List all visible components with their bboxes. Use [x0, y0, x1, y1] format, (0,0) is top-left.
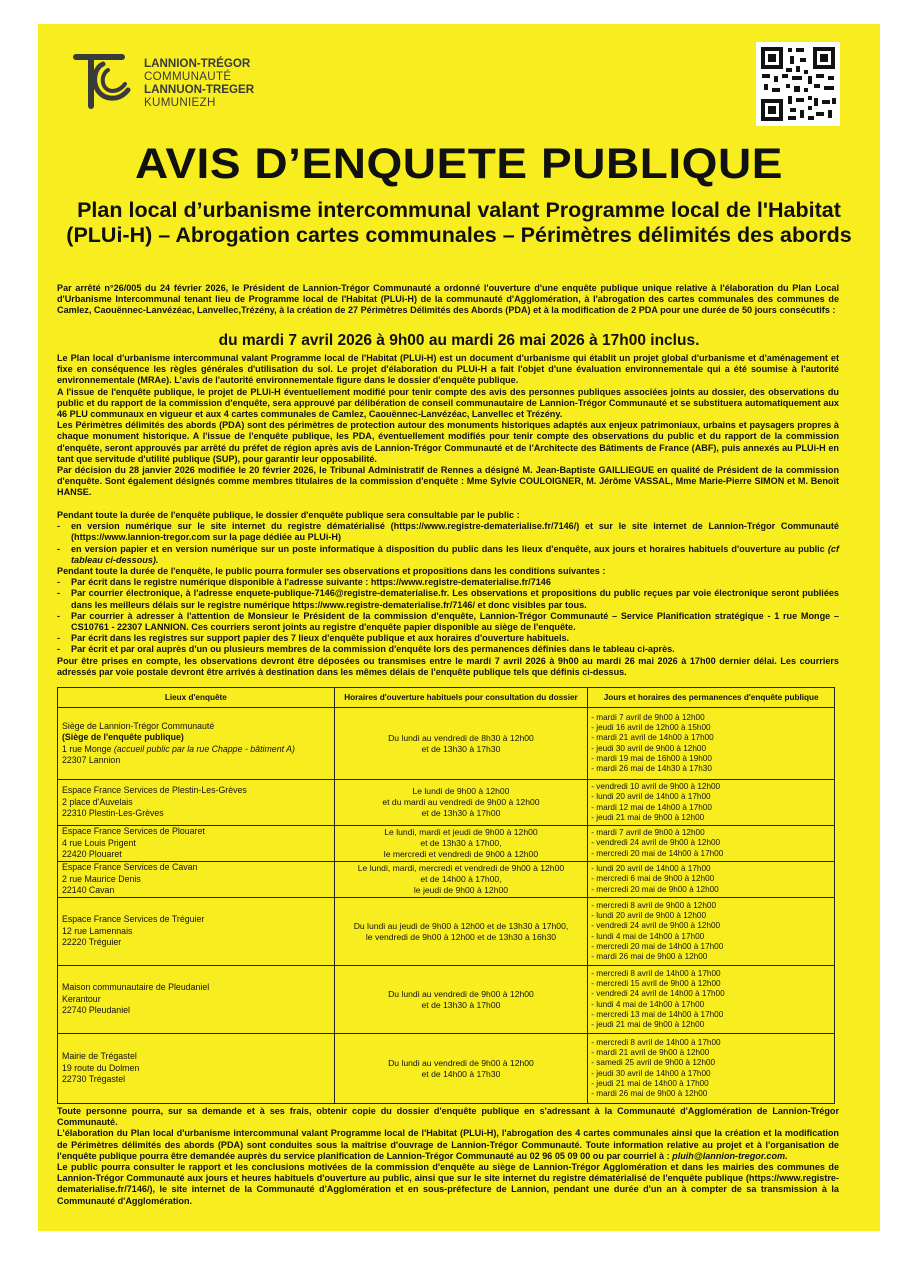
- observation-item: - Par écrit et par oral auprès d'un ou plusieurs membres de la commission d'enquête lors des permanences définies dans le tableau ci-après.: [57, 644, 839, 655]
- logo-line3: LANNUON-TREGER: [144, 83, 255, 96]
- schedule-table: [57, 687, 835, 1104]
- permanence-line: - mercredi 8 avril de 14h00 à 17h00: [591, 969, 721, 979]
- permanence-line: - jeudi 30 avril de 14h00 à 17h00: [591, 1068, 711, 1078]
- permanences-cell: [588, 862, 835, 898]
- permanence-line: - mardi 26 mai de 9h00 à 12h00: [591, 1088, 708, 1098]
- place-street: Kerantour: [62, 993, 101, 1004]
- place-street: 4 rue Louis Prigent: [62, 837, 136, 848]
- observations-intro: Pendant toute la durée de l'enquête, le public pourra formuler ses observations et propositions dans les conditions suivantes :: [57, 566, 606, 577]
- logo-line2: COMMUNAUTÉ: [144, 70, 232, 83]
- permanence-line: - jeudi 21 mai de 9h00 à 12h00: [591, 1019, 705, 1029]
- hours-cell: [334, 780, 588, 826]
- contact-email[interactable]: pluih@lannion-tregor.com.: [672, 1150, 788, 1161]
- place-city: 22220 Tréguier: [62, 937, 122, 948]
- permanence-line: - jeudi 30 avril de 9h00 à 12h00: [591, 743, 707, 753]
- permanence-line: - mercredi 8 avril de 9h00 à 12h00: [591, 901, 717, 911]
- header-hours: Horaires d'ouverture habituels pour consultation du dossier: [334, 688, 588, 708]
- permanence-line: - jeudi 21 mai de 14h00 à 17h00: [591, 1078, 709, 1088]
- place-name: Espace France Services de Plouaret: [62, 826, 205, 837]
- observation-item: - Par écrit dans les registres sur support papier des 7 lieux d'enquête publique et aux horaires d'ouverture habituels.: [57, 633, 839, 644]
- hours-cell: [334, 708, 588, 780]
- hours-line: Le lundi de 9h00 à 12h00: [412, 786, 510, 796]
- observations-closing: Pour être prises en compte, les observations devront être déposées ou transmises entre le mardi 7 avril 2026 à 9h00 au mardi 26 mai 2026 à 17h00 dernier délai. Les courriers adressés par voie postale devront être arrivés à destination dans les mêmes délais de l'enquête publique tels que définis ci-dessus.: [57, 655, 839, 677]
- place-address: [62, 744, 334, 755]
- header-permanences: Jours et horaires des permanences d'enquête publique: [588, 688, 835, 708]
- permanence-line: - vendredi 24 avril de 9h00 à 12h00: [591, 921, 721, 931]
- permanence-line: - vendredi 10 avril de 9h00 à 12h00: [591, 782, 721, 792]
- qr-code-icon[interactable]: [756, 42, 840, 126]
- observation-item: - Par écrit dans le registre numérique disponible à l'adresse suivante : https://www.registre-dematerialise.fr/7146: [57, 577, 839, 588]
- hours-cell: [334, 1034, 588, 1104]
- permanences-cell: [588, 966, 835, 1034]
- place-city: 22140 Cavan: [62, 885, 115, 896]
- place-access-note: (accueil public par la rue Chappe - bâtiment A): [113, 743, 295, 754]
- consultation-item: - en version numérique sur le site internet du registre dématérialisé (https://www.registre-dematerialise.fr/7146/) et sur le site internet de Lannion-Trégor Communauté (https://www.lannion-tregor.com sur la page dédiée au PLUi-H): [57, 521, 839, 543]
- permanence-line: - mardi 21 avril de 14h00 à 17h00: [591, 733, 714, 743]
- permanence-line: - lundi 20 avril de 9h00 à 12h00: [591, 911, 707, 921]
- permanence-line: - lundi 4 mai de 14h00 à 17h00: [591, 931, 705, 941]
- report-paragraph: Le public pourra consulter le rapport et les conclusions motivées de la commission d'enquête au siège de Lannion-Trégor Agglomération et dans les mairies des communes de Lannion-Trégor Communauté aux jours et heures habituels d'ouverture au public, ainsi que sur le site internet du registre dématérialisé de l'enquête publique (https://www.registre-dematerialise.fr/7146/), le site internet de la Communauté d'Agglomération et en sous-préfecture de Lannion, pendant une durée d'un an à compter de sa transmission à la Communauté d'Agglomération.: [57, 1162, 839, 1206]
- place-street: 12 rue Lamennais: [62, 925, 133, 936]
- page-subtitle: Plan local d’urbanisme intercommunal valant Programme local de l'Habitat (PLUi-H) – Abrogation cartes communales – Périmètres délimités des abords: [66, 198, 852, 247]
- consultation-item: [57, 544, 839, 566]
- table-row: [58, 826, 835, 862]
- permanence-line: - mercredi 20 mai de 14h00 à 17h00: [591, 941, 724, 951]
- hours-cell: [334, 826, 588, 862]
- place-street: 19 route du Dolmen: [62, 1062, 140, 1073]
- consultation-intro: Pendant toute la durée de l'enquête publique, le dossier d'enquête publique sera consultable par le public :: [57, 510, 520, 520]
- consultation-item-text: en version papier et en version numérique sur un poste informatique à disposition du public dans les lieux d'enquête, aux jours et horaires habituels d'ouverture au public: [71, 543, 828, 554]
- place-name: Espace France Services de Cavan: [62, 862, 198, 873]
- hours-line: et de 14h00 à 17h00,: [420, 874, 502, 884]
- table-row: [58, 1034, 835, 1104]
- permanence-line: - mardi 21 avril de 9h00 à 12h00: [591, 1048, 710, 1058]
- place-name: Maison communautaire de Pleudaniel: [62, 982, 210, 993]
- place-city: 22420 Plouaret: [62, 849, 122, 860]
- permanences-cell: [588, 708, 835, 780]
- hours-line: et de 13h30 à 17h30: [421, 743, 501, 754]
- hours-line: et de 13h30 à 17h00,: [420, 838, 502, 848]
- logo: [70, 48, 290, 112]
- permanences-cell: [588, 826, 835, 862]
- consultation-list: [57, 521, 839, 566]
- hours-line: Le lundi, mardi et jeudi de 9h00 à 12h00: [384, 827, 538, 837]
- participation-block: [57, 510, 839, 678]
- observation-item: - Par courrier électronique, à l'adresse enquete-publique-7146@registre-dematerialise.fr. Les observations et propositions du public reçues par voie électronique seront publiées dans les meilleurs délais sur le registre numérique https://www.registre-dematerialise.fr/7146/ et donc visibles par tous.: [57, 588, 839, 610]
- responsible-text: L'élaboration du Plan local d'urbanisme intercommunal valant Programme local de l'Habitat (PLUi-H), l'abrogation des 4 cartes communales ainsi que la création et la modification de Périmètres délimités des abords (PDA) sont conduites sous la maîtrise d'ouvrage de Lannion-Trégor Communauté. Toute information relative au projet et à l'organisation de l'enquête publique pourra être demandée auprès du service planification de Lannion-Trégor Communauté au 02 96 05 09 00 ou par courriel à :: [57, 1128, 839, 1161]
- permanence-line: - mardi 7 avril de 9h00 à 12h00: [591, 713, 705, 723]
- permanence-line: - samedi 25 avril de 9h00 à 12h00: [591, 1058, 716, 1068]
- hours-line: le jeudi de 9h00 à 12h00: [413, 885, 509, 895]
- observations-list: [57, 577, 839, 655]
- hours-line: Du lundi au jeudi de 9h00 à 12h00 et de 13h30 à 17h00,: [353, 920, 569, 931]
- page-title: AVIS D’ENQUETE PUBLIQUE: [134, 140, 783, 188]
- consultation-item-note: (cf tableau ci-dessous).: [71, 543, 839, 565]
- pda-paragraph: Les Périmètres délimités des abords (PDA) sont des périmètres de protection autour des monuments historiques adaptés aux enjeux patrimoniaux, urbains et paysagers propres à chaque monument historique. A l'issue de l'enquête publique, les PDA, éventuellement modifiés pour tenir compte des observations du public et du rapport de la commission d'enquête, seront approuvés par arrêté du préfet de région après avis de Lannion-Trégor Communauté et de l'Architecte des Bâtiments de France (ABF), puis annexés au PLUi-H en tant que servitude d'utilité publique (SUP), pour garantir leur opposabilité.: [57, 420, 839, 464]
- permanence-line: - mardi 26 mai de 14h30 à 17h30: [591, 763, 712, 773]
- table-row: [58, 862, 835, 898]
- place-city: 22307 Lannion: [62, 754, 121, 765]
- permanences-cell: [588, 1034, 835, 1104]
- place-note: (Siège de l'enquête publique): [62, 732, 184, 743]
- footer-block: [57, 1106, 839, 1207]
- place-cell: [58, 862, 335, 898]
- permanence-line: - mardi 12 mai de 14h00 à 17h00: [591, 802, 712, 812]
- place-cell: [58, 1034, 335, 1104]
- table-row: [58, 708, 835, 780]
- place-street: 1 rue Monge: [62, 743, 112, 754]
- lannion-tregor-logo-icon: [70, 48, 134, 112]
- permanence-line: - mercredi 6 mai de 9h00 à 12h00: [591, 874, 715, 884]
- logo-line4: KUMUNIEZH: [144, 96, 216, 109]
- table-row: [58, 780, 835, 826]
- permanence-line: - mercredi 20 mai de 14h00 à 17h00: [591, 848, 724, 858]
- logo-line1: LANNION-TRÉGOR: [144, 57, 251, 70]
- place-cell: [58, 780, 335, 826]
- permanence-line: - lundi 4 mai de 14h00 à 17h00: [591, 999, 705, 1009]
- enquiry-dates: du mardi 7 avril 2026 à 9h00 au mardi 26 mai 2026 à 17h00 inclus.: [218, 332, 700, 349]
- place-name: Espace France Services de Plestin-Les-Grèves: [62, 785, 247, 796]
- place-city: 22740 Pleudaniel: [62, 1005, 130, 1016]
- plui-paragraph: Le Plan local d'urbanisme intercommunal valant Programme local de l'Habitat (PLUi-H) est un document d'urbanisme qui établit un projet global d'urbanisme et d'aménagement et fixe en conséquence les règles générales d'utilisation du sol. Le projet d'élaboration du PLUi-H a fait l'objet d'une évaluation environnementale qui a été soumise à l'autorité environnementale (MRAe). L'avis de l'autorité environnementale figure dans le dossier d'enquête publique.: [57, 353, 839, 386]
- hours-line: le mercredi et vendredi de 9h00 à 12h00: [383, 849, 539, 859]
- place-name: Mairie de Trégastel: [62, 1051, 137, 1062]
- hours-line: Du lundi au vendredi de 9h00 à 12h00: [388, 988, 534, 999]
- description-block: [57, 353, 839, 499]
- copy-paragraph: Toute personne pourra, sur sa demande et à ses frais, obtenir copie du dossier d'enquête publique en s'adressant à la Communauté d'Agglomération de Lannion-Trégor Communauté.: [57, 1106, 839, 1128]
- hours-line: Le lundi, mardi, mercredi et vendredi de 9h00 à 12h00: [357, 863, 565, 873]
- place-street: 2 rue Maurice Denis: [62, 873, 141, 884]
- permanences-cell: [588, 780, 835, 826]
- place-city: 22310 Plestin-Les-Grèves: [62, 808, 164, 819]
- place-name: Espace France Services de Tréguier: [62, 914, 205, 925]
- permanence-line: - mercredi 13 mai de 14h00 à 17h00: [591, 1009, 724, 1019]
- hours-line: Du lundi au vendredi de 8h30 à 12h00: [388, 732, 534, 743]
- table-header-row: [58, 688, 835, 708]
- permanence-line: - lundi 20 avril de 14h00 à 17h00: [591, 864, 711, 874]
- permanence-line: - mercredi 8 avril de 14h00 à 17h00: [591, 1038, 721, 1048]
- issue-paragraph: A l'issue de l'enquête publique, le projet de PLUi-H éventuellement modifié pour tenir compte des avis des personnes publiques associées joints au dossier, des observations du public et du rapport de la commission d'enquête, sera approuvé par délibération de conseil communautaire de Lannion-Trégor Communauté et se substituera automatiquement aux 46 PLU communaux en vigueur et aux 4 cartes communales de Camlez, Caouënnec-Lanvézéac, Lanvellec et Trézény.: [57, 386, 839, 420]
- permanence-line: - lundi 20 avril de 14h00 à 17h00: [591, 792, 711, 802]
- permanence-line: - mardi 26 mai de 9h00 à 12h00: [591, 951, 708, 961]
- place-cell: [58, 898, 335, 966]
- hours-line: et de 14h00 à 17h30: [421, 1068, 501, 1079]
- decision-paragraph: Par décision du 28 janvier 2026 modifiée le 20 février 2026, le Tribunal Administratif de Rennes a désigné M. Jean-Baptiste GAILLIEGUE en qualité de Président de la commission d'enquête. Sont également désignés comme membres titulaires de la commission d'enquête : Mme Sylvie COULOIGNER, M. Jérôme VASSAL, Mme Marie-Pierre SIMON et M. Benoît HANSE.: [57, 465, 839, 498]
- permanence-line: - mardi 19 mai de 16h00 à 19h00: [591, 753, 712, 763]
- table-row: [58, 966, 835, 1034]
- hours-line: et du mardi au vendredi de 9h00 à 12h00: [382, 797, 540, 807]
- hours-line: et de 13h30 à 17h00: [421, 808, 501, 818]
- observation-item: - Par courrier à adresser à l'attention de Monsieur le Président de la commission d'enquête, Lannion-Trégor Communauté – Service Planification stratégique - 1 rue Monge – CS10761 - 22307 LANNION. Ces courriers seront joints au registre d'enquête papier disponible au siège de l'enquête.: [57, 611, 839, 633]
- header-places: Lieux d'enquête: [58, 688, 335, 708]
- place-cell: [58, 708, 335, 780]
- hours-line: le vendredi de 9h00 à 12h00 et de 13h30 à 16h30: [365, 931, 557, 942]
- intro-paragraph: Par arrêté n°26/005 du 24 février 2026, le Président de Lannion-Trégor Communauté a ordonné l'ouverture d'une enquête publique unique relative à l'élaboration du Plan Local d'Urbanisme Intercommunal tenant lieu de Programme local de l'Habitat (PLUi-H) de la communauté d'Agglomération, à l'abrogation des cartes communales des communes de Camlez, Caouënnec-Lanvézéac, Lanvellec,Trézény, à la création de 27 Périmètres Délimités des Abords (PDA) et à la modification de 2 PDA pour une durée de 50 jours consécutifs :: [57, 283, 839, 316]
- permanence-line: - mercredi 20 mai de 9h00 à 12h00: [591, 884, 719, 894]
- place-cell: [58, 966, 335, 1034]
- logo-text: [144, 57, 254, 109]
- hours-line: et de 13h30 à 17h00: [421, 999, 501, 1010]
- hours-cell: [334, 898, 588, 966]
- hours-cell: [334, 862, 588, 898]
- hours-cell: [334, 966, 588, 1034]
- table-row: [58, 898, 835, 966]
- permanence-line: - mardi 7 avril de 9h00 à 12h00: [591, 828, 705, 838]
- place-cell: [58, 826, 335, 862]
- permanence-line: - mercredi 15 avril de 9h00 à 12h00: [591, 979, 721, 989]
- place-city: 22730 Trégastel: [62, 1074, 126, 1085]
- place-street: 2 place d'Auvelais: [62, 796, 133, 807]
- permanences-cell: [588, 898, 835, 966]
- responsible-paragraph: [57, 1128, 839, 1162]
- hours-line: Du lundi au vendredi de 9h00 à 12h00: [388, 1057, 534, 1068]
- place-name: Siège de Lannion-Trégor Communauté: [62, 720, 215, 731]
- permanence-line: - vendredi 24 avril de 14h00 à 17h00: [591, 989, 725, 999]
- permanence-line: - vendredi 24 avril de 9h00 à 12h00: [591, 838, 721, 848]
- permanence-line: - jeudi 21 mai de 9h00 à 12h00: [591, 812, 705, 822]
- permanence-line: - jeudi 16 avril de 12h00 à 15h00: [591, 723, 711, 733]
